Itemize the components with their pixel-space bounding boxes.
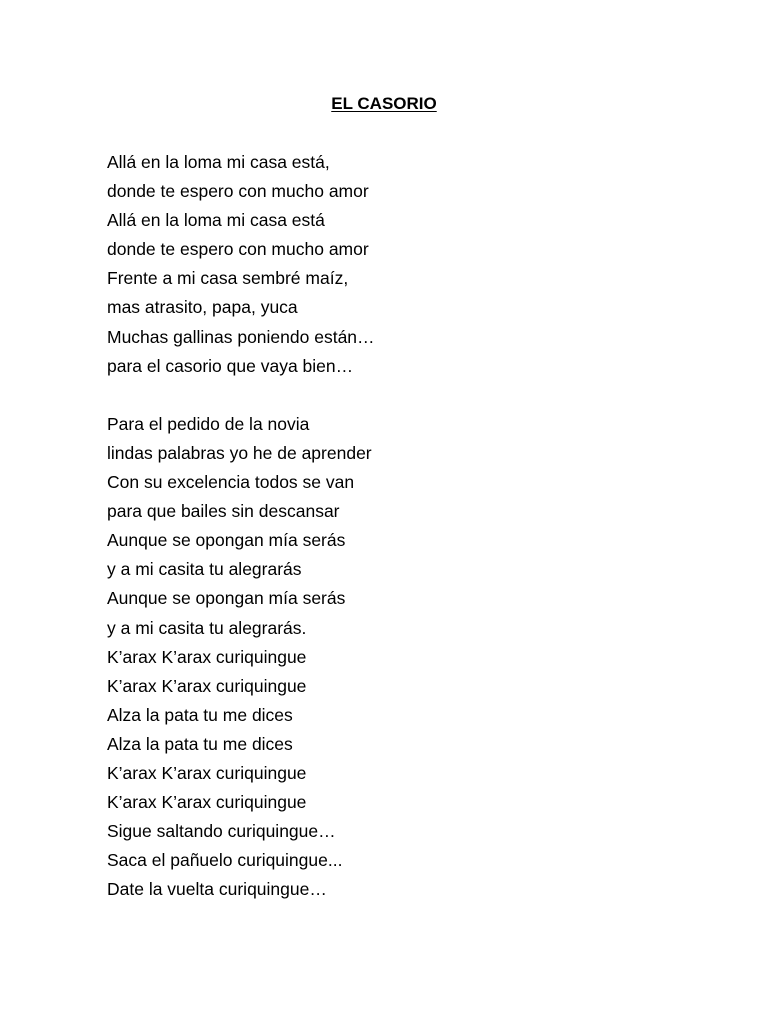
- lyric-line: Aunque se opongan mía serás: [107, 530, 346, 551]
- lyric-line: Muchas gallinas poniendo están…: [107, 326, 375, 347]
- lyric-line: y a mi casita tu alegrarás: [107, 559, 302, 580]
- lyric-line: K’arax K’arax curiquingue: [107, 792, 307, 813]
- lyric-line: K’arax K’arax curiquingue: [107, 646, 307, 667]
- lyric-line: Con su excelencia todos se van: [107, 472, 355, 493]
- lyric-line: K’arax K’arax curiquingue: [107, 675, 307, 696]
- lyric-line: K’arax K’arax curiquingue: [107, 762, 307, 783]
- lyric-line: Sigue saltando curiquingue…: [107, 821, 336, 842]
- lyric-line: Aunque se opongan mía serás: [107, 588, 346, 609]
- lyric-line: Frente a mi casa sembré maíz,: [107, 268, 349, 289]
- lyric-line: lindas palabras yo he de aprender: [107, 442, 372, 463]
- lyric-line: donde te espero con mucho amor: [107, 181, 369, 202]
- lyric-line: Allá en la loma mi casa está,: [107, 152, 330, 172]
- stanza-2: [107, 410, 707, 905]
- lyrics-body: [107, 148, 707, 904]
- lyric-line: Saca el pañuelo curiquingue...: [107, 850, 343, 871]
- lyric-line: Date la vuelta curiquingue…: [107, 879, 327, 900]
- lyric-line: Allá en la loma mi casa está: [107, 210, 325, 231]
- lyric-line: Para el pedido de la novia: [107, 413, 310, 434]
- document-title-container: [0, 93, 768, 115]
- stanza-gap: [107, 381, 707, 410]
- lyric-line: mas atrasito, papa, yuca: [107, 297, 298, 318]
- lyric-line: Alza la pata tu me dices: [107, 733, 293, 754]
- lyric-line: para que bailes sin descansar: [107, 501, 340, 522]
- lyric-line: para el casorio que vaya bien…: [107, 355, 354, 376]
- document-title: EL CASORIO: [331, 94, 437, 113]
- lyric-line: y a mi casita tu alegrarás.: [107, 617, 307, 638]
- lyric-line: Alza la pata tu me dices: [107, 704, 293, 725]
- lyric-line: donde te espero con mucho amor: [107, 239, 369, 260]
- stanza-1: [107, 148, 707, 381]
